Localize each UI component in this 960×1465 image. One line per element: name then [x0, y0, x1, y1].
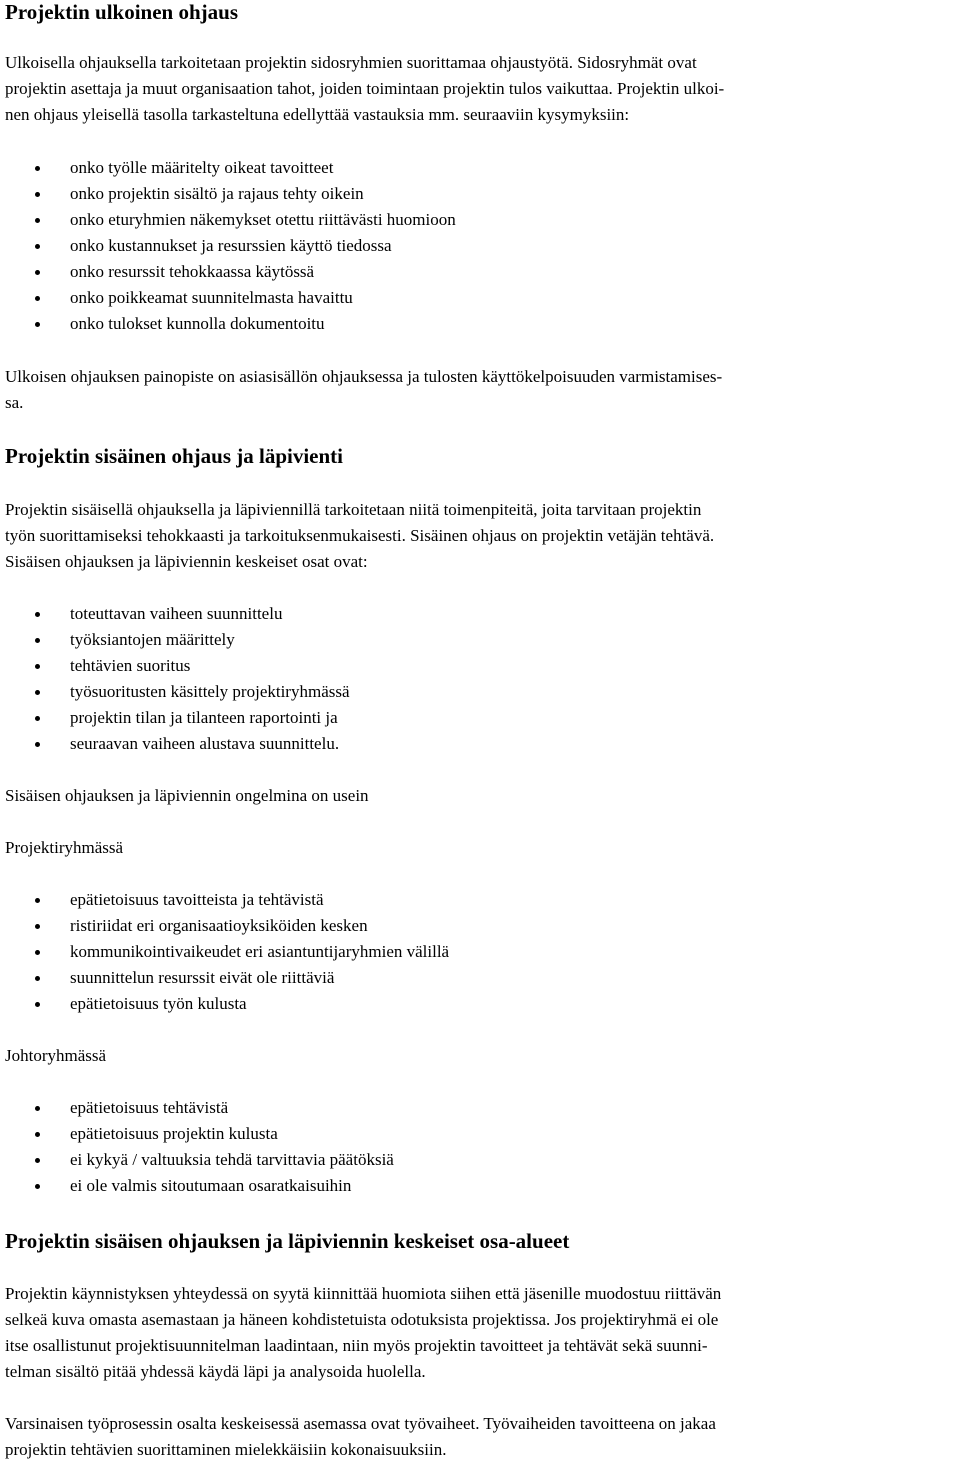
list-item — [5, 991, 955, 1017]
bullet-icon — [35, 244, 40, 249]
text-line: Projektin käynnistyksen yhteydessä on syytä kiinnittää huomiota siihen että jäsenille muodostuu riittävän — [5, 1284, 722, 1303]
list-item — [5, 181, 955, 207]
section-intro — [5, 497, 955, 575]
list-item — [5, 601, 955, 627]
text-line: Projektin sisäisellä ohjauksella ja läpiviennillä tarkoitetaan niitä toimenpiteitä, joita tarvitaan projektin — [5, 500, 702, 519]
list-item-text: onko resurssit tehokkaassa käytössä — [70, 262, 315, 281]
bullet-icon — [35, 1132, 40, 1137]
list-item-text: projektin tilan ja tilanteen raportointi ja — [70, 708, 338, 727]
bullet-icon — [35, 1184, 40, 1189]
list-item-text: toteuttavan vaiheen suunnittelu — [70, 604, 283, 623]
list-item-text: onko poikkeamat suunnitelmasta havaittu — [70, 288, 353, 307]
list-item-text: työksiantojen määrittely — [70, 630, 235, 649]
parts-list — [5, 601, 955, 757]
section-closing — [5, 364, 955, 416]
list-item-text: onko eturyhmien näkemykset otettu riittävästi huomioon — [70, 210, 456, 229]
list-item — [5, 679, 955, 705]
text-line: projektin asettaja ja muut organisaation tahot, joiden toimintaan projektin tulos vaikuttaa. Projektin ulkoi- — [5, 79, 725, 98]
list-item-text: ristiriidat eri organisaatioyksiköiden kesken — [70, 916, 368, 935]
text-line: Ulkoisen ohjauksen painopiste on asiasisällön ohjauksessa ja tulosten käyttökelpoisuuden varmistamises- — [5, 367, 723, 386]
section-paragraph — [5, 1281, 955, 1385]
section-title: Projektin sisäisen ohjauksen ja läpiviennin keskeiset osa-alueet — [5, 1229, 570, 1253]
list-item-text: seuraavan vaiheen alustava suunnittelu. — [70, 734, 340, 753]
list-item — [5, 1121, 955, 1147]
list-item — [5, 233, 955, 259]
bullet-icon — [35, 950, 40, 955]
section-intro — [5, 50, 955, 128]
list-item-text: epätietoisuus projektin kulusta — [70, 1124, 278, 1143]
section-title: Projektin sisäinen ohjaus ja läpivienti — [5, 444, 343, 468]
text-line: telman sisältö pitää yhdessä käydä läpi ja analysoida huolella. — [5, 1362, 426, 1381]
problems-intro: Sisäisen ohjauksen ja läpiviennin ongelmina on usein — [5, 786, 369, 805]
text-line: Sisäisen ohjauksen ja läpiviennin keskeiset osat ovat: — [5, 552, 368, 571]
list-item — [5, 1095, 955, 1121]
bullet-icon — [35, 898, 40, 903]
text-line: sa. — [5, 393, 24, 412]
list-item-text: tehtävien suoritus — [70, 656, 191, 675]
list-item — [5, 887, 955, 913]
text-line: nen ohjaus yleisellä tasolla tarkasteltuna edellyttää vastauksia mm. seuraaviin kysymyksiin: — [5, 105, 630, 124]
list-item-text: kommunikointivaikeudet eri asiantuntijaryhmien välillä — [70, 942, 450, 961]
list-item — [5, 939, 955, 965]
list-item — [5, 653, 955, 679]
bullet-icon — [35, 270, 40, 275]
question-list — [5, 155, 955, 337]
bullet-icon — [35, 218, 40, 223]
list-item — [5, 965, 955, 991]
list-item-text: onko työlle määritelty oikeat tavoitteet — [70, 158, 334, 177]
list-item — [5, 913, 955, 939]
list-item — [5, 285, 955, 311]
list-item — [5, 1147, 955, 1173]
list-item-text: työsuoritusten käsittely projektiryhmässä — [70, 682, 350, 701]
group-label: Projektiryhmässä — [5, 838, 124, 857]
list-item-text: epätietoisuus työn kulusta — [70, 994, 247, 1013]
bullet-icon — [35, 638, 40, 643]
bullet-icon — [35, 924, 40, 929]
bullet-icon — [35, 664, 40, 669]
list-item-text: onko kustannukset ja resurssien käyttö tiedossa — [70, 236, 392, 255]
bullet-icon — [35, 612, 40, 617]
list-item — [5, 731, 955, 757]
list-item — [5, 627, 955, 653]
list-item — [5, 155, 955, 181]
list-item-text: epätietoisuus tavoitteista ja tehtävistä — [70, 890, 324, 909]
bullet-icon — [35, 1106, 40, 1111]
list-item — [5, 1173, 955, 1199]
list-item-text: suunnittelun resurssit eivät ole riittäviä — [70, 968, 335, 987]
bullet-icon — [35, 716, 40, 721]
list-item-text: epätietoisuus tehtävistä — [70, 1098, 229, 1117]
text-line: itse osallistunut projektisuunnitelman laadintaan, niin myös projektin tavoitteet ja tehtävät sekä suunni- — [5, 1336, 708, 1355]
bullet-icon — [35, 976, 40, 981]
list-item-text: onko tulokset kunnolla dokumentoitu — [70, 314, 325, 333]
section-title: Projektin ulkoinen ohjaus — [5, 0, 238, 24]
group1-list — [5, 887, 955, 1017]
text-line: selkeä kuva omasta asemastaan ja häneen kohdistetuista odotuksista projektissa. Jos projektiryhmä ei ole — [5, 1310, 719, 1329]
list-item — [5, 207, 955, 233]
text-line: työn suorittamiseksi tehokkaasti ja tarkoituksenmukaisesti. Sisäinen ohjaus on projektin vetäjän tehtävä. — [5, 526, 715, 545]
list-item-text: ei kykyä / valtuuksia tehdä tarvittavia päätöksiä — [70, 1150, 394, 1169]
bullet-icon — [35, 166, 40, 171]
text-line: Ulkoisella ohjauksella tarkoitetaan projektin sidosryhmien suorittamaa ohjaustyötä. Sidosryhmät ovat — [5, 53, 697, 72]
bullet-icon — [35, 192, 40, 197]
bullet-icon — [35, 1158, 40, 1163]
bullet-icon — [35, 742, 40, 747]
text-line: projektin tehtävien suorittaminen mielekkäisiin kokonaisuuksiin. — [5, 1440, 447, 1459]
list-item — [5, 705, 955, 731]
text-line: Varsinaisen työprosessin osalta keskeisessä asemassa ovat työvaiheet. Työvaiheiden tavoitteena on jakaa — [5, 1414, 716, 1433]
bullet-icon — [35, 690, 40, 695]
bullet-icon — [35, 296, 40, 301]
bullet-icon — [35, 322, 40, 327]
group-label: Johtoryhmässä — [5, 1046, 107, 1065]
list-item-text: onko projektin sisältö ja rajaus tehty oikein — [70, 184, 364, 203]
section-paragraph — [5, 1411, 955, 1463]
list-item-text: ei ole valmis sitoutumaan osaratkaisuihin — [70, 1176, 352, 1195]
bullet-icon — [35, 1002, 40, 1007]
list-item — [5, 259, 955, 285]
list-item — [5, 311, 955, 337]
group2-list — [5, 1095, 955, 1199]
